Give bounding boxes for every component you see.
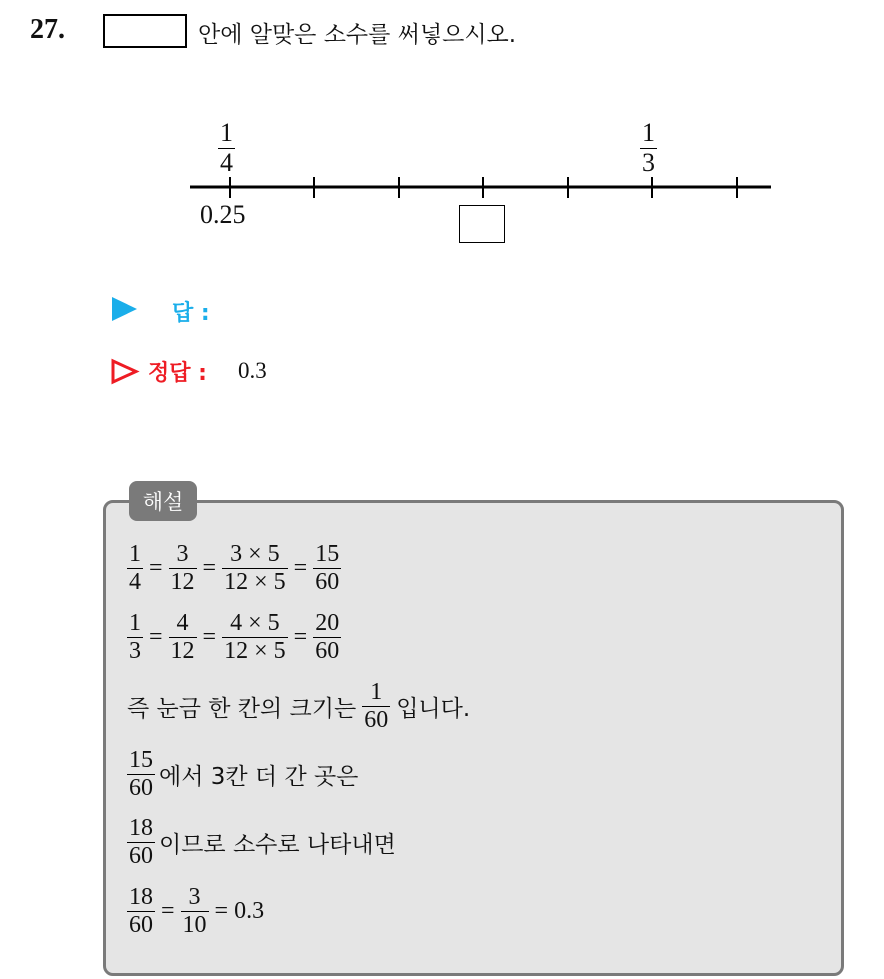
filled-triangle-icon [111,296,139,322]
explanation-line-6: $\frac{18}{60}$ = $\frac{3}{10}$ = 0.3 [129,884,265,938]
explanation-tag: 해설 [129,481,197,521]
equation-row-1: $\frac{1}{4}$ = $\frac{3}{12}$ = $\frac{3 \times 5}{12 \times 5}$ = $\frac{15}{60}$ [129,541,340,595]
explanation-line-5: $\frac{18}{60}$ 이므로 소수로 나타내면 [129,815,396,869]
outline-triangle-icon [110,358,140,385]
left-fraction: 1 4 [220,118,233,177]
number-line [0,0,884,260]
explanation-line-4: $\frac{15}{60}$ 에서 3칸 더 간 곳은 [129,747,359,801]
equation-row-2: $\frac{1}{3}$ = $\frac{4}{12}$ = $\frac{4 \times 5}{12 \times 5}$ = $\frac{20}{60}$ [129,610,340,664]
explanation-line-3: 즉 눈금 한 칸의 크기는 $\frac{1}{60}$ 입니다. [127,679,471,733]
answer-blank-box [459,205,505,243]
correct-answer-label: 정답 : [148,361,207,386]
question-text: 안에 알맞은 소수를 써넣으시오. [198,22,517,48]
right-fraction: 1 3 [642,118,655,177]
question-number: 27. [30,14,65,45]
correct-answer-value: 0.3 [238,358,267,383]
answer-label: 답 : [172,301,210,326]
left-decimal-label: 0.25 [200,200,246,229]
